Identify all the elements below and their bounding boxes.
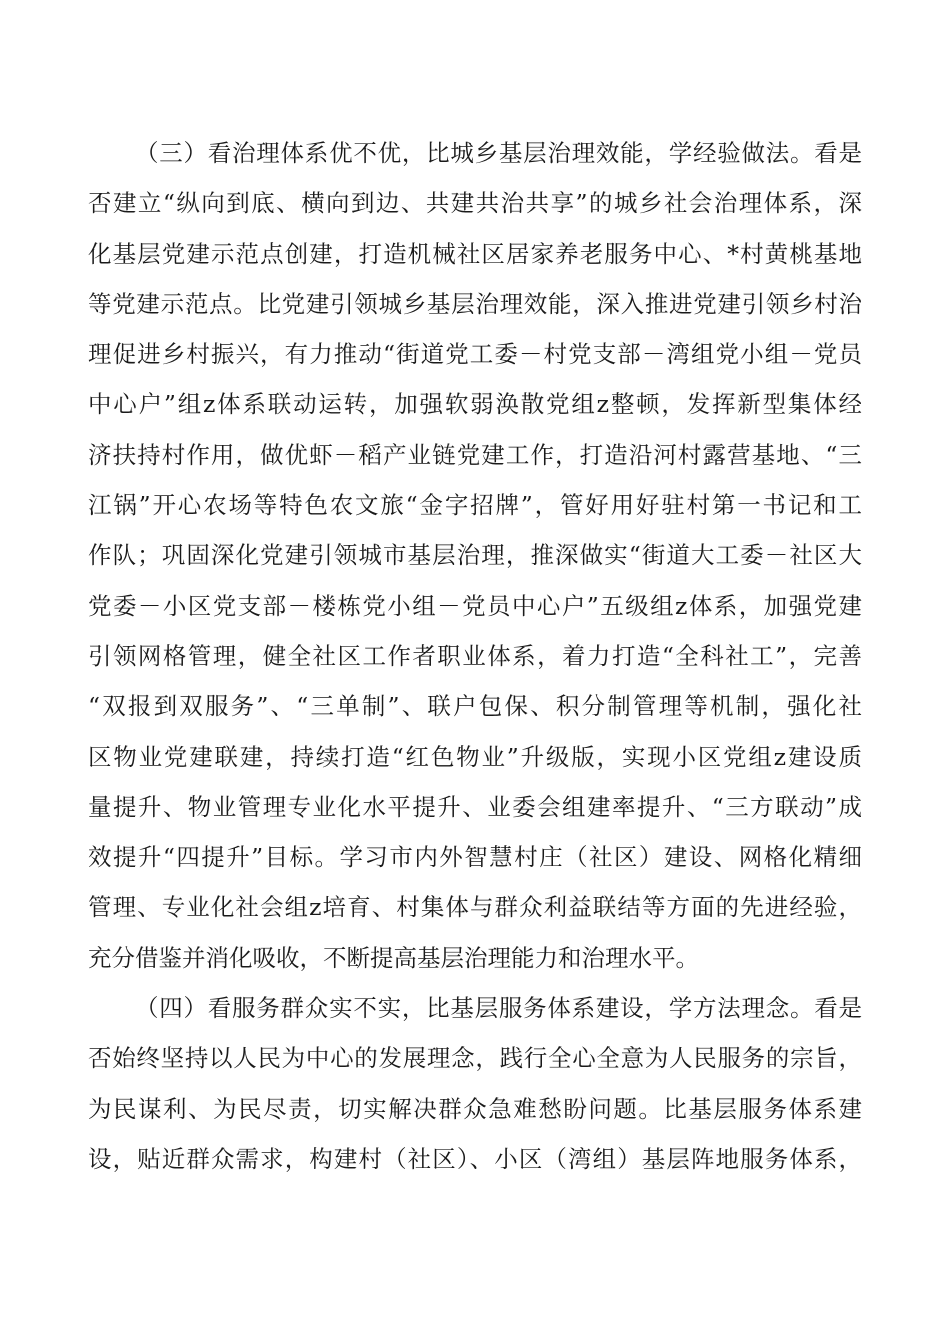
- paragraph-line: （四）看服务群众实不实，比基层服务体系建设，学方法理念。看是: [135, 994, 862, 1023]
- paragraph-line: 理促进乡村振兴，有力推动“街道党工委－村党支部－湾组党小组－党员: [88, 340, 862, 369]
- paragraph-line: 中心户”组z体系联动运转，加强软弱涣散党组z整顿，发挥新型集体经: [88, 390, 862, 419]
- paragraph-line: 量提升、物业管理专业化水平提升、业委会组建率提升、“三方联动”成: [88, 792, 862, 821]
- paragraph-line: 否建立“纵向到底、横向到边、共建共治共享”的城乡社会治理体系，深: [88, 189, 862, 218]
- paragraph-line: 等党建示范点。比党建引领城乡基层治理效能，深入推进党建引领乡村治: [88, 289, 862, 318]
- paragraph-line: （三）看治理体系优不优，比城乡基层治理效能，学经验做法。看是: [135, 139, 862, 167]
- paragraph-line: 作队；巩固深化党建引领城市基层治理，推深做实“街道大工委－社区大: [88, 541, 862, 570]
- paragraph-line: 党委－小区党支部－楼栋党小组－党员中心户”五级组z体系，加强党建: [88, 591, 862, 620]
- paragraph-4: [88, 983, 862, 1184]
- paragraph-line: 为民谋利、为民尽责，切实解决群众急难愁盼问题。比基层服务体系建: [88, 1094, 862, 1123]
- paragraph-line: 济扶持村作用，做优虾－稻产业链党建工作，打造沿河村露营基地、“三: [88, 440, 862, 469]
- paragraph-line: 引领网格管理，健全社区工作者职业体系，着力打造“全科社工”，完善: [88, 641, 862, 670]
- paragraph-3: [88, 128, 862, 983]
- paragraph-line: 管理、专业化社会组z培育、村集体与群众利益联结等方面的先进经验，: [88, 893, 862, 922]
- paragraph-line: “双报到双服务”、“三单制”、联户包保、积分制管理等机制，强化社: [88, 692, 862, 721]
- paragraph-line: 否始终坚持以人民为中心的发展理念，践行全心全意为人民服务的宗旨，: [88, 1044, 862, 1073]
- document-body: [88, 128, 862, 1184]
- paragraph-line: 区物业党建联建，持续打造“红色物业”升级版，实现小区党组z建设质: [88, 742, 862, 771]
- paragraph-line: 化基层党建示范点创建，打造机械社区居家养老服务中心、*村黄桃基地: [88, 239, 862, 268]
- paragraph-line: 效提升“四提升”目标。学习市内外智慧村庄（社区）建设、网格化精细: [88, 843, 862, 872]
- paragraph-line: 江锅”开心农场等特色农文旅“金字招牌”，管好用好驻村第一书记和工: [88, 491, 862, 520]
- paragraph-line: 设，贴近群众需求，构建村（社区）、小区（湾组）基层阵地服务体系，: [88, 1144, 862, 1173]
- paragraph-line: 充分借鉴并消化吸收，不断提高基层治理能力和治理水平。: [88, 943, 699, 972]
